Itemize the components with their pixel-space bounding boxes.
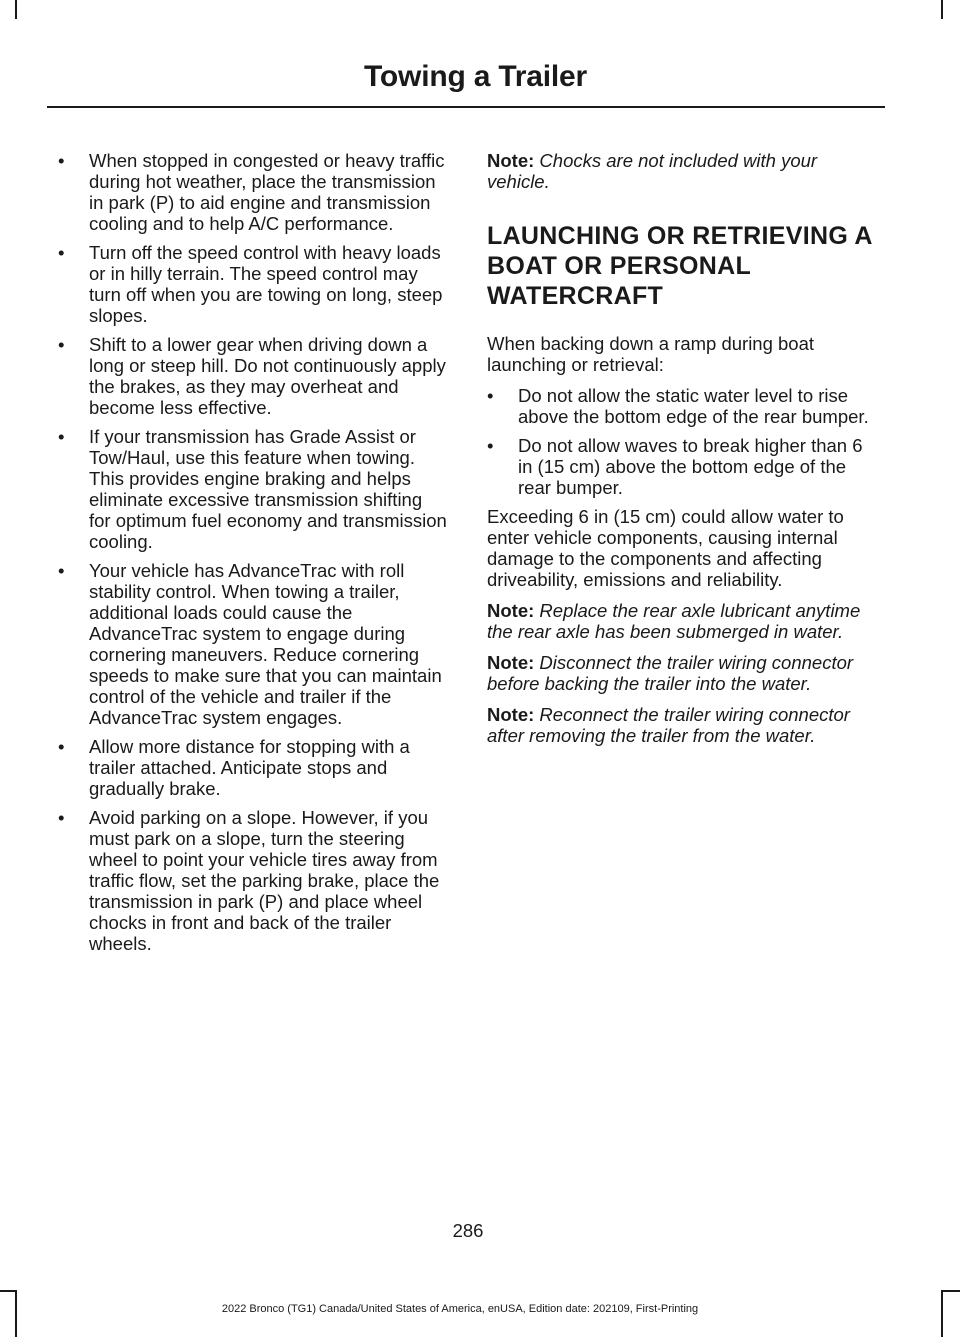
- bullet-icon: •: [58, 807, 65, 828]
- list-item-text: Shift to a lower gear when driving down a long or steep hill. Do not continuously apply the brakes, as they may overheat and become less effective.: [89, 334, 446, 418]
- crop-mark-bottom-left-horizontal: [0, 1290, 17, 1292]
- list-item: [487, 435, 882, 498]
- crop-mark-bottom-right-horizontal: [941, 1290, 960, 1292]
- note-disconnect: [487, 652, 882, 694]
- section-heading: LAUNCHING OR RETRIEVING A BOAT OR PERSONAL WATERCRAFT: [487, 222, 872, 310]
- towing-tips-list: [58, 150, 448, 954]
- note-text: Reconnect the trailer wiring connector after removing the trailer from the water.: [487, 704, 850, 746]
- crop-mark-bottom-right-vertical: [941, 1290, 943, 1337]
- header-divider: [47, 106, 885, 108]
- bullet-icon: •: [58, 426, 65, 447]
- note-text: Replace the rear axle lubricant anytime the rear axle has been submerged in water.: [487, 600, 861, 642]
- note-axle: [487, 600, 882, 642]
- page-number: 286: [452, 1220, 484, 1241]
- note-label: Note:: [487, 652, 535, 673]
- list-item: [58, 426, 448, 552]
- page-header-title: Towing a Trailer: [364, 60, 587, 93]
- note-text: Disconnect the trailer wiring connector before backing the trailer into the water.: [487, 652, 854, 694]
- list-item: [487, 385, 882, 427]
- bullet-icon: •: [487, 435, 494, 456]
- boat-launch-list: [487, 385, 882, 498]
- intro-paragraph: When backing down a ramp during boat launching or retrieval:: [487, 333, 815, 375]
- edition-footer: 2022 Bronco (TG1) Canada/United States of America, enUSA, Edition date: 202109, First-Printing: [221, 1303, 699, 1315]
- list-item-text: Your vehicle has AdvanceTrac with roll stability control. When towing a trailer, additional loads could cause the AdvanceTrac system to engage during cornering maneuvers. Reduce cornering speeds to make sure that you can maintain control of the vehicle and trailer if the AdvanceTrac system engages.: [89, 560, 442, 728]
- bullet-icon: •: [58, 560, 65, 581]
- note-label: Note:: [487, 150, 535, 171]
- left-column: [58, 150, 448, 962]
- list-item: [58, 334, 448, 418]
- list-item-text: When stopped in congested or heavy traffic during hot weather, place the transmission in park (P) to aid engine and transmission cooling and to help A/C performance.: [89, 150, 445, 234]
- note-label: Note:: [487, 600, 535, 621]
- crop-mark-top-left-vertical: [15, 0, 17, 19]
- bullet-icon: •: [58, 334, 65, 355]
- bullet-icon: •: [58, 736, 65, 757]
- note-reconnect: [487, 704, 882, 746]
- list-item: [58, 242, 448, 326]
- bullet-icon: •: [58, 150, 65, 171]
- list-item: [58, 150, 448, 234]
- note-chocks: [487, 150, 882, 192]
- crop-mark-top-right-vertical: [941, 0, 943, 19]
- list-item: [58, 807, 448, 954]
- list-item: [58, 736, 448, 799]
- list-item-text: If your transmission has Grade Assist or Tow/Haul, use this feature when towing. This provides engine braking and helps eliminate excessive transmission shifting for optimum fuel economy and transmission cooling.: [89, 426, 447, 552]
- list-item: [58, 560, 448, 728]
- right-column: [487, 150, 882, 756]
- bullet-icon: •: [487, 385, 494, 406]
- list-item-text: Allow more distance for stopping with a trailer attached. Anticipate stops and gradually brake.: [89, 736, 410, 799]
- bullet-icon: •: [58, 242, 65, 263]
- list-item-text: Do not allow waves to break higher than 6 in (15 cm) above the bottom edge of the rear bumper.: [518, 435, 863, 498]
- exceeding-paragraph: Exceeding 6 in (15 cm) could allow water to enter vehicle components, causing internal damage to the components and affecting driveability, emissions and reliability.: [487, 506, 844, 590]
- note-label: Note:: [487, 704, 535, 725]
- list-item-text: Turn off the speed control with heavy loads or in hilly terrain. The speed control may turn off when you are towing on long, steep slopes.: [89, 242, 443, 326]
- list-item-text: Do not allow the static water level to rise above the bottom edge of the rear bumper.: [518, 385, 869, 427]
- note-text: Chocks are not included with your vehicle.: [487, 150, 818, 192]
- list-item-text: Avoid parking on a slope. However, if you must park on a slope, turn the steering wheel to point your vehicle tires away from traffic flow, set the parking brake, place the transmission in park (P) and place wheel chocks in front and back of the trailer wheels.: [89, 807, 440, 954]
